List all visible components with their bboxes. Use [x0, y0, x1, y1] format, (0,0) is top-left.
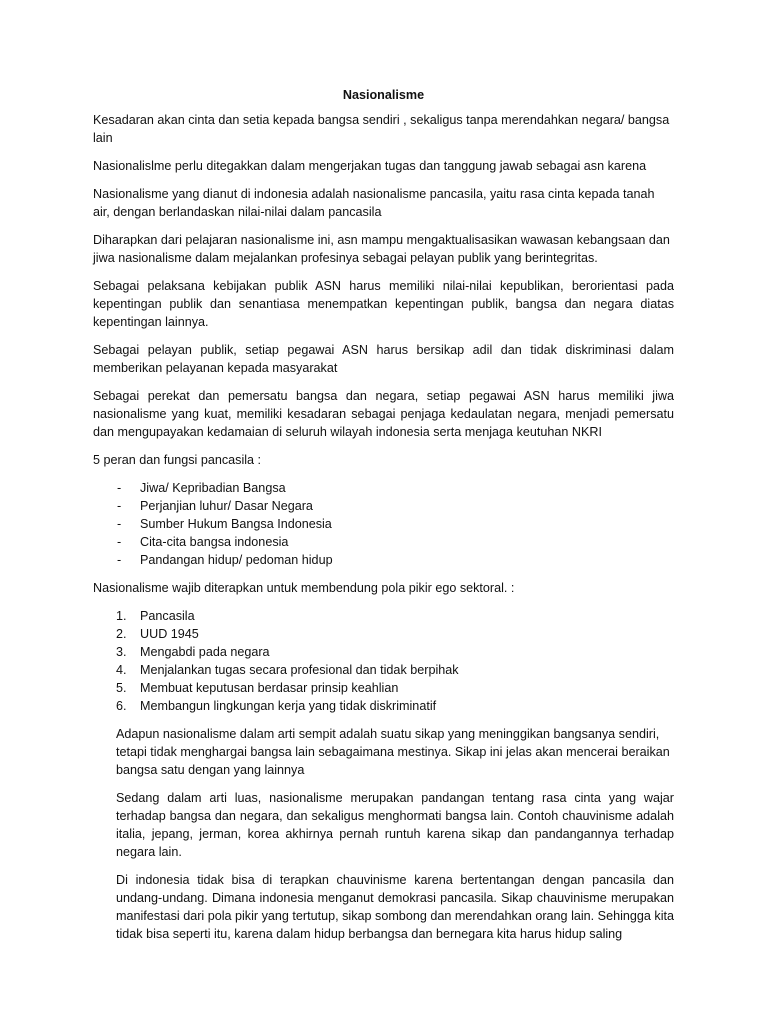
document-title: Nasionalisme	[342, 88, 425, 102]
list-number: 3.	[116, 645, 127, 659]
dash-marker: -	[117, 553, 122, 567]
list-item	[93, 533, 674, 551]
paragraph-public-servant: Sebagai pelayan publik, setiap pegawai ASN harus bersikap adil dan tidak diskriminasi dalam memberikan pelayanan kepada masyarakat	[93, 343, 674, 375]
list-item-text: UUD 1945	[140, 627, 199, 641]
pancasila-heading: 5 peran dan fungsi pancasila :	[93, 453, 262, 467]
list-number: 6.	[116, 699, 127, 713]
list-item	[93, 679, 674, 697]
list-item	[93, 643, 674, 661]
sektoral-heading: Nasionalisme wajib diterapkan untuk membendung pola pikir ego sektoral. :	[93, 581, 515, 595]
list-item-text: Pandangan hidup/ pedoman hidup	[140, 553, 333, 567]
list-number: 4.	[116, 663, 127, 677]
paragraph-expectation: Diharapkan dari pelajaran nasionalisme ini, asn mampu mengaktualisasikan wawasan kebangsaan dan jiwa nasionalisme dalam mejalankan profesinya sebagai pelayan publik yang berintegritas.	[93, 233, 670, 265]
dash-marker: -	[117, 535, 122, 549]
list-item	[93, 479, 674, 497]
list-item-text: Sumber Hukum Bangsa Indonesia	[140, 517, 332, 531]
list-item-text: Menjalankan tugas secara profesional dan tidak berpihak	[140, 663, 459, 677]
paragraph-chauvinism-indonesia: Di indonesia tidak bisa di terapkan chauvinisme karena bertentangan dengan pancasila dan undang-undang. Dimana indonesia menganut demokrasi pancasila. Sikap chauvinisme merupakan manifestasi dari pola pikir yang tertutup, sikap sombong dan merendahkan orang lain. Sehingga kita tidak bisa seperti itu, karena dalam hidup berbangsa dan bernegara kita harus hidup saling	[116, 873, 674, 941]
list-item	[93, 607, 674, 625]
list-item-text: Pancasila	[140, 609, 195, 623]
list-item-text: Perjanjian luhur/ Dasar Negara	[140, 499, 313, 513]
dash-marker: -	[117, 517, 122, 531]
list-item	[93, 697, 674, 715]
list-item-text: Mengabdi pada negara	[140, 645, 270, 659]
list-item-text: Membuat keputusan berdasar prinsip keahlian	[140, 681, 399, 695]
list-item-text: Jiwa/ Kepribadian Bangsa	[140, 481, 286, 495]
paragraph-narrow-sense: Adapun nasionalisme dalam arti sempit adalah suatu sikap yang meninggikan bangsanya sendiri, tetapi tidak menghargai bangsa lain sebagaimana mestinya. Sikap ini jelas akan mencerai beraikan bangsa satu dengan yang lainnya	[116, 727, 670, 777]
list-item	[93, 515, 674, 533]
list-item-text: Membangun lingkungan kerja yang tidak diskriminatif	[140, 699, 437, 713]
sektoral-list	[93, 607, 674, 715]
list-number: 2.	[116, 627, 127, 641]
paragraph-broad-sense: Sedang dalam arti luas, nasionalisme merupakan pandangan tentang rasa cinta yang wajar terhadap bangsa dan negara, dan sekaligus menghormati bangsa lain. Contoh chauvinisme adalah italia, jepang, jerman, korea akhirnya pernah runtuh karena sikap dan pandangannya terhadap negara lain.	[116, 791, 674, 859]
paragraph-pancasila-nationalism: Nasionalisme yang dianut di indonesia adalah nasionalisme pancasila, yaitu rasa cinta kepada tanah air, dengan berlandaskan nilai-nilai dalam pancasila	[93, 187, 655, 219]
list-number: 1.	[116, 609, 127, 623]
paragraph-definition: Kesadaran akan cinta dan setia kepada bangsa sendiri , sekaligus tanpa merendahkan negara/ bangsa lain	[93, 113, 670, 145]
dash-marker: -	[117, 499, 122, 513]
list-item-text: Cita-cita bangsa indonesia	[140, 535, 289, 549]
list-item	[93, 497, 674, 515]
paragraph-unifier: Sebagai perekat dan pemersatu bangsa dan negara, setiap pegawai ASN harus memiliki jiwa nasionalisme yang kuat, memiliki kesadaran sebagai penjaga kedaulatan negara, menjadi pemersatu dan mengupayakan kedamaian di seluruh wilayah indonesia serta menjaga keutuhan NKRI	[93, 389, 674, 439]
paragraph-asn-duty: Nasionalislme perlu ditegakkan dalam mengerjakan tugas dan tanggung jawab sebagai asn karena	[93, 159, 647, 173]
pancasila-list	[93, 479, 674, 569]
list-item	[93, 625, 674, 643]
list-item	[93, 661, 674, 679]
dash-marker: -	[117, 481, 122, 495]
list-item	[93, 551, 674, 569]
list-number: 5.	[116, 681, 127, 695]
paragraph-policy-executor: Sebagai pelaksana kebijakan publik ASN harus memiliki nilai-nilai kepublikan, berorientasi pada kepentingan publik dan senantiasa menempatkan kepentingan publik, bangsa dan negara diatas kepentingan lainnya.	[93, 279, 674, 329]
